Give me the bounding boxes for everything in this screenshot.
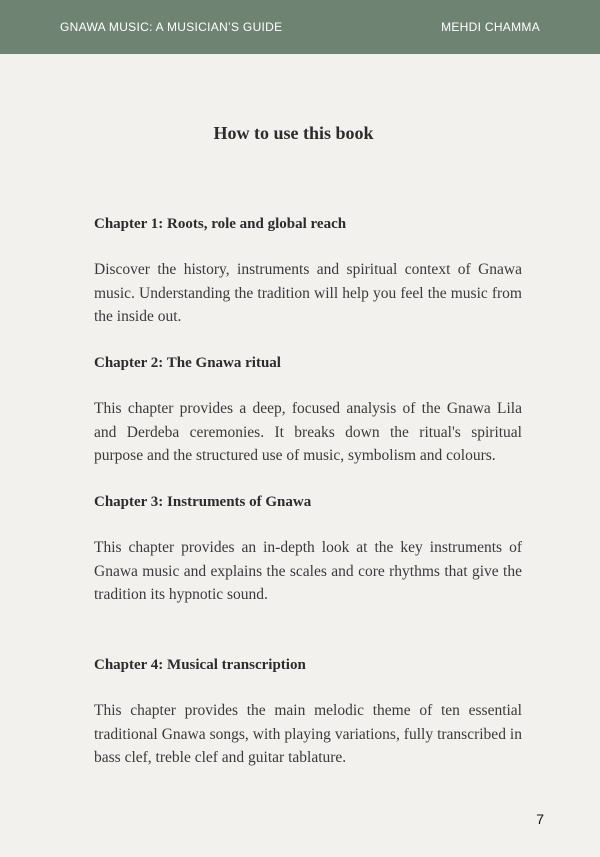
book-title: GNAWA MUSIC: A MUSICIAN’S GUIDE [60,20,283,34]
chapter-description: Discover the history, instruments and spiritual context of Gnawa music. Understanding the tradition will help you feel the music from the inside out. [94,261,522,326]
page-header [0,0,600,54]
chapter-title: Chapter 1: Roots, role and global reach [94,216,347,232]
author-name: MEHDI CHAMMA [441,20,540,34]
page-title: How to use this book [213,123,374,143]
chapter-title: Chapter 3: Instruments of Gnawa [94,494,312,510]
chapter-section [94,351,522,468]
chapter-section [94,490,522,607]
chapter-description: This chapter provides an in-depth look at the key instruments of Gnawa music and explains the scales and core rhythms that give the tradition its hypnotic sound. [94,539,522,604]
chapter-title: Chapter 2: The Gnawa ritual [94,355,281,371]
chapter-section [94,212,522,329]
chapter-description: This chapter provides the main melodic theme of ten essential traditional Gnawa songs, with playing variations, fully transcribed in bass clef, treble clef and guitar tablature. [94,702,522,767]
chapter-title: Chapter 4: Musical transcription [94,657,306,673]
chapter-section [94,653,522,770]
chapter-description: This chapter provides a deep, focused analysis of the Gnawa Lila and Derdeba ceremonies. It breaks down the ritual's spiritual purpose and the structured use of music, symbolism and colours. [94,400,522,465]
page-number: 7 [536,811,544,827]
